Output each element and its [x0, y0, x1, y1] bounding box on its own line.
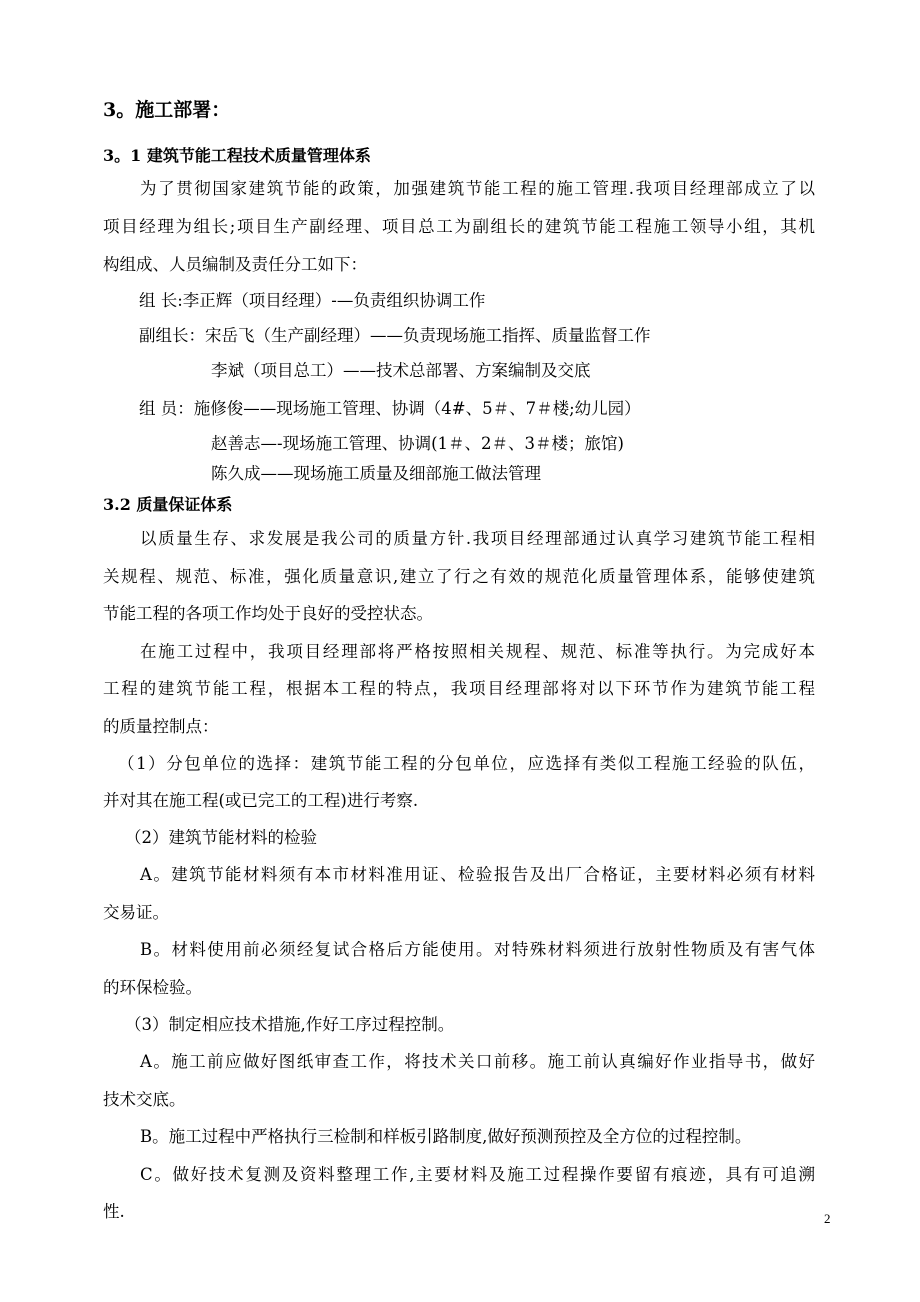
list-item-title: （3）制定相应技术措施,作好工序过程控制。	[125, 1015, 455, 1034]
paragraph-line: 项目经理为组长;项目生产副经理、项目总工为副组长的建筑节能工程施工领导小组，其机	[103, 217, 815, 236]
list-subitem-line: 交易证。	[103, 903, 169, 922]
list-subitem-line: C。做好技术复测及资料整理工作,主要材料及施工过程操作要留有痕迹，具有可追溯	[140, 1165, 815, 1184]
list-subitem-line: B。施工过程中严格执行三检制和样板引路制度,做好预测预控及全方位的过程控制。	[140, 1127, 752, 1146]
section-title: 3。施工部署：	[103, 99, 231, 121]
list-subitem-line: 性.	[103, 1202, 125, 1221]
paragraph-line: 在施工过程中，我项目经理部将严格按照相关规程、规范、标准等执行。为完成好本	[140, 642, 815, 661]
paragraph-line: 为了贯彻国家建筑节能的政策，加强建筑节能工程的施工管理.我项目经理部成立了以	[140, 179, 815, 198]
paragraph-line: 的质量控制点：	[103, 717, 219, 736]
list-subitem-line: 的环保检验。	[103, 978, 202, 997]
page-number: 2	[824, 1211, 831, 1226]
role-line: 陈久成——现场施工质量及细部施工做法管理	[211, 464, 541, 483]
list-subitem-line: B。材料使用前必须经复试合格后方能使用。对特殊材料须进行放射性物质及有害气体	[140, 940, 815, 959]
paragraph-line: 关规程、规范、标准，强化质量意识,建立了行之有效的规范化质量管理体系，能够使建筑	[103, 567, 815, 586]
list-item-line: 并对其在施工程(或已完工的工程)进行考察.	[103, 791, 419, 810]
role-line: 组 长:李正辉（项目经理）-—负责组织协调工作	[139, 291, 486, 310]
list-item-line: （1）分包单位的选择：建筑节能工程的分包单位，应选择有类似工程施工经验的队伍，	[118, 754, 815, 773]
list-subitem-line: A。施工前应做好图纸审查工作，将技术关口前移。施工前认真编好作业指导书，做好	[140, 1052, 815, 1071]
paragraph-line: 以质量生存、求发展是我公司的质量方针.我项目经理部通过认真学习建筑节能工程相	[140, 529, 815, 548]
paragraph-line: 工程的建筑节能工程，根据本工程的特点，我项目经理部将对以下环节作为建筑节能工程	[103, 679, 815, 698]
list-subitem-line: 技术交底。	[103, 1090, 186, 1109]
role-line: 赵善志—-现场施工管理、协调(1＃、2＃、3＃楼；旅馆)	[211, 434, 624, 453]
paragraph-line: 节能工程的各项工作均处于良好的受控状态。	[103, 604, 433, 623]
paragraph-line: 构组成、人员编制及责任分工如下：	[103, 255, 367, 274]
role-line: 副组长：宋岳飞（生产副经理）——负责现场施工指挥、质量监督工作	[139, 326, 651, 345]
subsection-heading-3-1: 3。1 建筑节能工程技术质量管理体系	[103, 146, 371, 165]
subsection-heading-3-2: 3.2 质量保证体系	[103, 495, 233, 514]
list-item-title: （2）建筑节能材料的检验	[125, 828, 317, 847]
list-subitem-line: A。建筑节能材料须有本市材料准用证、检验报告及出厂合格证，主要材料必须有材料	[140, 865, 815, 884]
role-line: 李斌（项目总工）——技术总部署、方案编制及交底	[211, 361, 591, 380]
role-line: 组 员：施修俊——现场施工管理、协调（4#、5＃、7＃楼;幼儿园）	[139, 399, 641, 418]
